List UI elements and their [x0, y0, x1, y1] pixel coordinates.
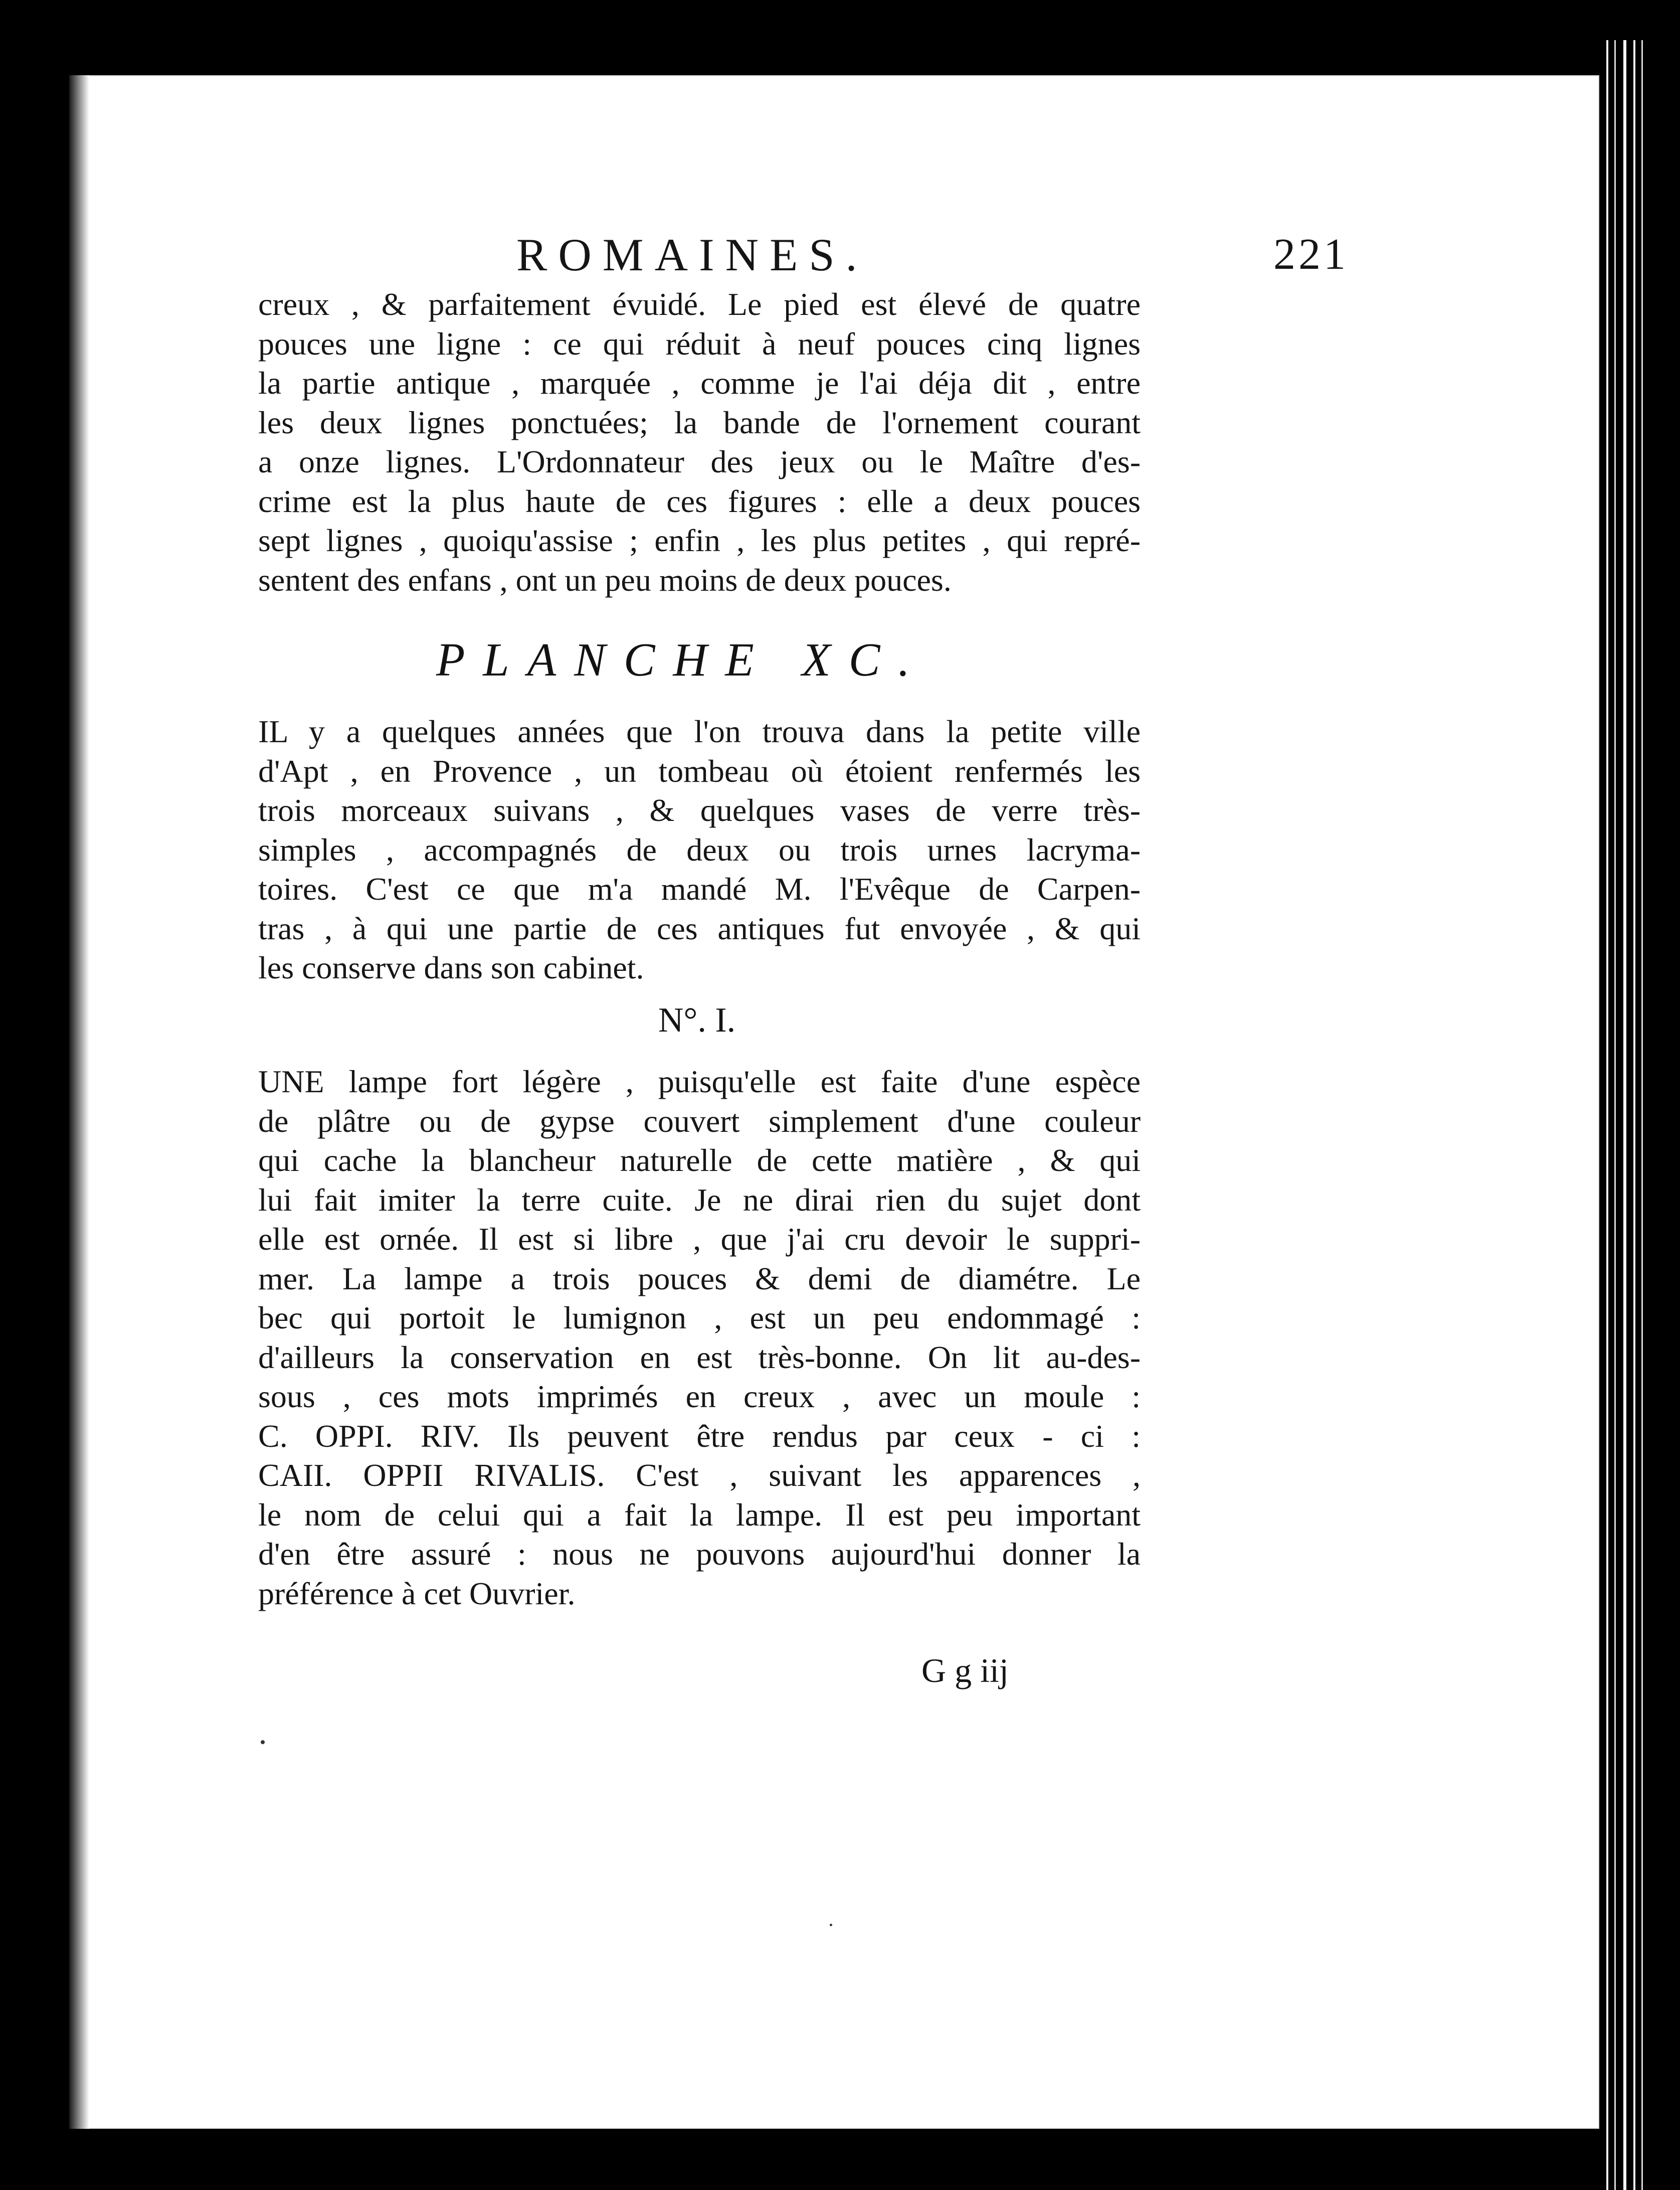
- item-number-heading: N°. I.: [658, 1001, 736, 1040]
- signature-mark: G g iij: [921, 1651, 1009, 1690]
- plate-heading: PLANCHE XC.: [436, 634, 928, 686]
- text-line: pouces une ligne : ce qui réduit à neuf pouces cinq lignes: [258, 325, 1141, 362]
- paragraph-item-one: [258, 1062, 1141, 1613]
- text-line: creux , & parfaitement évuidé. Le pied est élevé de quatre: [258, 286, 1141, 322]
- text-line: CAII. OPPII RIVALIS. C'est , suivant les apparences ,: [258, 1457, 1141, 1493]
- text-line: simples , accompagnés de deux ou trois urnes lacryma-: [258, 831, 1141, 868]
- text-line: toires. C'est ce que m'a mandé M. l'Evêque de Carpen-: [258, 871, 1141, 907]
- text-line: les conserve dans son cabinet.: [258, 950, 644, 985]
- paragraph-continuation: [258, 285, 1141, 600]
- running-head: [261, 228, 1349, 283]
- text-line: crime est la plus haute de ces figures : elle a deux pouces: [258, 483, 1141, 519]
- page-edges: [1599, 40, 1680, 2190]
- ink-speck: [830, 1924, 832, 1926]
- text-line: tras , à qui une partie de ces antiques fut envoyée , & qui: [258, 910, 1141, 946]
- text-line: d'en être assuré : nous ne pouvons aujourd'hui donner la: [258, 1536, 1141, 1572]
- text-line: IL y a quelques années que l'on trouva dans la petite ville: [258, 714, 1141, 749]
- text-line: le nom de celui qui a fait la lampe. Il est peu important: [258, 1496, 1141, 1533]
- running-head-title: ROMAINES.: [516, 229, 868, 280]
- text-line: de plâtre ou de gypse couvert simplement d'une couleur: [258, 1103, 1141, 1139]
- text-line: lui fait imiter la terre cuite. Je ne dirai rien du sujet dont: [258, 1182, 1141, 1218]
- text-line: mer. La lampe a trois pouces & demi de diamétre. Le: [258, 1260, 1141, 1296]
- text-line: a onze lignes. L'Ordonnateur des jeux ou le Maître d'es-: [258, 444, 1141, 479]
- text-line: elle est ornée. Il est si libre , que j'ai cru devoir le suppri-: [258, 1221, 1141, 1257]
- text-line: la partie antique , marquée , comme je l'ai déja dit , entre: [258, 365, 1141, 401]
- text-line: UNE lampe fort légère , puisqu'elle est faite d'une espèce: [258, 1064, 1141, 1099]
- text-line: préférence à cet Ouvrier.: [258, 1575, 576, 1611]
- text-line: sous , ces mots imprimés en creux , avec un moule :: [258, 1379, 1141, 1414]
- ink-speck: [261, 1740, 265, 1744]
- gutter-shadow: [69, 75, 89, 2129]
- text-line: C. OPPI. RIV. Ils peuvent être rendus par ceux - ci :: [258, 1418, 1141, 1454]
- text-line: sept lignes , quoiqu'assise ; enfin , les plus petites , qui repré-: [258, 523, 1141, 558]
- text-line: trois morceaux suivans , & quelques vases de verre très-: [258, 792, 1141, 828]
- text-line: bec qui portoit le lumignon , est un peu endommagé :: [258, 1300, 1141, 1335]
- page-number: 221: [1273, 230, 1349, 279]
- text-line: sentent des enfans , ont un peu moins de deux pouces.: [258, 562, 952, 598]
- text-line: d'ailleurs la conservation en est très-bonne. On lit au-des-: [258, 1339, 1141, 1375]
- paragraph-plate-intro: [258, 712, 1141, 988]
- text-line: qui cache la blancheur naturelle de cette matière , & qui: [258, 1142, 1141, 1178]
- text-line: d'Apt , en Provence , un tombeau où étoient renfermés les: [258, 753, 1141, 789]
- text-line: les deux lignes ponctuées; la bande de l'ornement courant: [258, 404, 1141, 440]
